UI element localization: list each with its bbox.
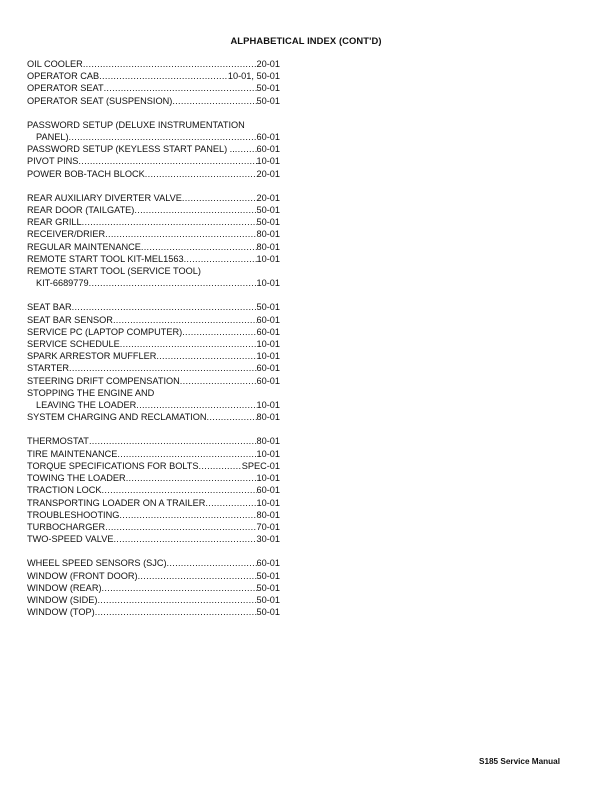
leader-dots (113, 314, 257, 326)
index-entry-page: 60-01 (256, 144, 280, 155)
leader-dots (95, 606, 257, 618)
index-entry (27, 82, 280, 94)
index-entry (27, 228, 280, 240)
index-entry (27, 338, 280, 350)
leader-dots (113, 533, 256, 545)
leader-dots (69, 131, 257, 143)
leader-dots (105, 521, 256, 533)
index-entry-label: REAR AUXILIARY DIVERTER VALVE (27, 192, 182, 203)
index-entry (27, 155, 280, 167)
index-entry-label: TIRE MAINTENANCE (27, 448, 118, 459)
leader-dots (172, 95, 256, 107)
index-group (27, 557, 280, 618)
index-entry-label: SERVICE SCHEDULE (27, 339, 120, 350)
index-entry (27, 411, 280, 423)
leader-dots (102, 582, 257, 594)
index-entry-label: WHEEL SPEED SENSORS (SJC) (27, 558, 167, 569)
leader-dots (145, 168, 257, 180)
leader-dots (117, 448, 256, 460)
index-entry-page: 20-01 (256, 192, 280, 203)
index-entry-page: 70-01 (256, 521, 280, 532)
index-entry-page: 10-01, 50-01 (227, 71, 280, 82)
index-entry-page: 50-01 (256, 582, 280, 593)
index-entry-label: REMOTE START TOOL KIT-MEL1563 (27, 253, 184, 264)
leader-dots (134, 204, 256, 216)
index-group (27, 58, 280, 107)
index-entry-label: OPERATOR SEAT (SUSPENSION) (27, 95, 173, 106)
index-group (27, 192, 280, 290)
leader-dots (138, 570, 257, 582)
index-entry-page: 50-01 (256, 83, 280, 94)
index-entry (27, 253, 280, 265)
index-entry-page: 10-01 (256, 156, 280, 167)
index-entry-label: SERVICE PC (LAPTOP COMPUTER) (27, 326, 183, 337)
leader-dots (82, 216, 257, 228)
leader-dots (182, 192, 257, 204)
index-entry (27, 448, 280, 460)
index-entry (27, 314, 280, 326)
index-entry (27, 594, 280, 606)
leader-dots (180, 375, 257, 387)
leader-dots (205, 497, 256, 509)
index-entry-label: POWER BOB-TACH BLOCK (27, 168, 145, 179)
index-entry (27, 509, 280, 521)
index-entry (27, 70, 280, 82)
index-entry (27, 192, 280, 204)
index-entry-continuation: KIT-6689779 (36, 278, 89, 289)
alphabetical-index (27, 58, 280, 630)
manual-footer: S185 Service Manual (478, 757, 560, 766)
index-entry-page: 50-01 (256, 570, 280, 581)
index-entry-page: 20-01 (256, 168, 280, 179)
index-entry-label: REGULAR MAINTENANCE (27, 241, 141, 252)
index-entry-page: 10-01 (256, 497, 280, 508)
index-entry-page: SPEC-01 (241, 460, 280, 471)
index-entry-page: 60-01 (256, 314, 280, 325)
leader-dots (136, 399, 256, 411)
index-entry-page: 10-01 (256, 473, 280, 484)
index-entry-page: 20-01 (256, 59, 280, 69)
leader-dots (207, 411, 257, 423)
index-entry-label: OIL COOLER (27, 59, 83, 69)
index-entry (27, 277, 280, 289)
leader-dots (199, 460, 242, 472)
index-entry-label: TORQUE SPECIFICATIONS FOR BOLTS (27, 460, 199, 471)
index-entry-page: 10-01 (256, 253, 280, 264)
leader-dots (104, 82, 257, 94)
index-entry-label: TRACTION LOCK (27, 485, 102, 496)
index-group (27, 301, 280, 423)
index-entry-page: 50-01 (256, 217, 280, 228)
index-entry-continuation: PANEL) (36, 132, 69, 143)
index-entry (27, 204, 280, 216)
index-entry-page: 50-01 (256, 594, 280, 605)
leader-dots (184, 253, 257, 265)
index-entry-page: 30-01 (256, 534, 280, 545)
leader-dots (83, 58, 257, 70)
index-entry-page: 10-01 (256, 339, 280, 350)
index-entry (27, 460, 280, 472)
index-entry-label: WINDOW (FRONT DOOR) (27, 570, 138, 581)
index-entry-page: 80-01 (256, 241, 280, 252)
index-entry-page: 50-01 (256, 302, 280, 313)
leader-dots (120, 338, 257, 350)
index-entry-page: 80-01 (256, 509, 280, 520)
index-entry (27, 143, 280, 155)
index-entry (27, 399, 280, 411)
index-entry (27, 241, 280, 253)
index-entry-page: 80-01 (256, 229, 280, 240)
index-entry-label: REMOTE START TOOL (SERVICE TOOL) (27, 266, 201, 277)
index-entry (27, 301, 280, 313)
index-entry-label: TOWING THE LOADER (27, 473, 126, 484)
leader-dots (119, 509, 256, 521)
index-entry-label: OPERATOR SEAT (27, 83, 104, 94)
index-entry-page: 60-01 (256, 326, 280, 337)
index-entry-label: SYSTEM CHARGING AND RECLAMATION (27, 412, 207, 423)
index-entry (27, 435, 280, 447)
index-entry (27, 216, 280, 228)
index-entry-page: 60-01 (256, 363, 280, 374)
index-entry-page: 10-01 (256, 448, 280, 459)
index-entry-label: SPARK ARRESTOR MUFFLER (27, 351, 157, 362)
index-entry-label: REAR DOOR (TAILGATE) (27, 205, 135, 216)
leader-dots (89, 277, 257, 289)
index-entry-page: 10-01 (256, 400, 280, 411)
index-entry-page: 60-01 (256, 485, 280, 496)
index-entry-label: WINDOW (SIDE) (27, 594, 98, 605)
page-title: ALPHABETICAL INDEX (CONT'D) (230, 35, 382, 46)
leader-dots (156, 350, 256, 362)
index-entry-label: SEAT BAR (27, 302, 72, 313)
index-entry-label: WINDOW (REAR) (27, 582, 102, 593)
leader-dots (99, 70, 228, 82)
index-entry-label: SEAT BAR SENSOR (27, 314, 113, 325)
index-entry (27, 533, 280, 545)
leader-dots (182, 326, 256, 338)
leader-dots (126, 472, 257, 484)
index-entry (27, 362, 280, 374)
index-entry (27, 521, 280, 533)
index-entry-page: 50-01 (256, 607, 280, 618)
index-entry-label: PASSWORD SETUP (KEYLESS START PANEL) .. (27, 144, 235, 155)
index-entry (27, 557, 280, 569)
index-entry (27, 484, 280, 496)
index-entry-label: THERMOSTAT (27, 436, 89, 447)
index-entry-label: TWO-SPEED VALVE (27, 534, 114, 545)
leader-dots (235, 143, 257, 155)
leader-dots (141, 241, 257, 253)
leader-dots (105, 228, 256, 240)
index-entry-page: 60-01 (256, 132, 280, 143)
index-entry-label: STOPPING THE ENGINE AND (27, 387, 155, 398)
index-entry-page: 80-01 (256, 436, 280, 447)
index-entry-continuation: LEAVING THE LOADER (36, 400, 137, 411)
leader-dots (72, 301, 257, 313)
index-entry (27, 58, 280, 70)
index-entry-page: 50-01 (256, 95, 280, 106)
index-entry-label: STEERING DRIFT COMPENSATION (27, 375, 180, 386)
index-entry (27, 497, 280, 509)
index-entry-label: TROUBLESHOOTING (27, 509, 120, 520)
index-entry-page: 80-01 (256, 412, 280, 423)
leader-dots (102, 484, 257, 496)
index-entry-label: RECEIVER/DRIER (27, 229, 106, 240)
index-entry (27, 326, 280, 338)
index-entry-label: TURBOCHARGER (27, 521, 106, 532)
index-entry-page: 60-01 (256, 375, 280, 386)
index-entry (27, 582, 280, 594)
leader-dots (167, 557, 257, 569)
leader-dots (89, 435, 257, 447)
leader-dots (97, 594, 256, 606)
index-entry (27, 606, 280, 618)
index-entry (27, 472, 280, 484)
index-entry-label: PASSWORD SETUP (DELUXE INSTRUMENTATION (27, 119, 245, 130)
index-entry (27, 95, 280, 107)
index-entry-page: 10-01 (256, 351, 280, 362)
leader-dots (78, 155, 256, 167)
index-group (27, 435, 280, 545)
index-entry-label: REAR GRILL (27, 217, 82, 228)
index-entry (27, 375, 280, 387)
index-entry-page: 60-01 (256, 558, 280, 569)
index-entry-label: STARTER (27, 363, 70, 374)
index-group (27, 119, 280, 180)
index-entry (27, 131, 280, 143)
index-entry-page: 50-01 (256, 205, 280, 216)
index-entry-label: WINDOW (TOP) (27, 607, 95, 618)
index-entry-label: OPERATOR CAB (27, 71, 100, 82)
index-entry (27, 570, 280, 582)
index-entry-page: 10-01 (256, 278, 280, 289)
index-entry (27, 168, 280, 180)
leader-dots (69, 362, 256, 374)
index-entry-label: PIVOT PINS (27, 156, 79, 167)
index-entry (27, 350, 280, 362)
index-entry-label: TRANSPORTING LOADER ON A TRAILER (27, 497, 206, 508)
